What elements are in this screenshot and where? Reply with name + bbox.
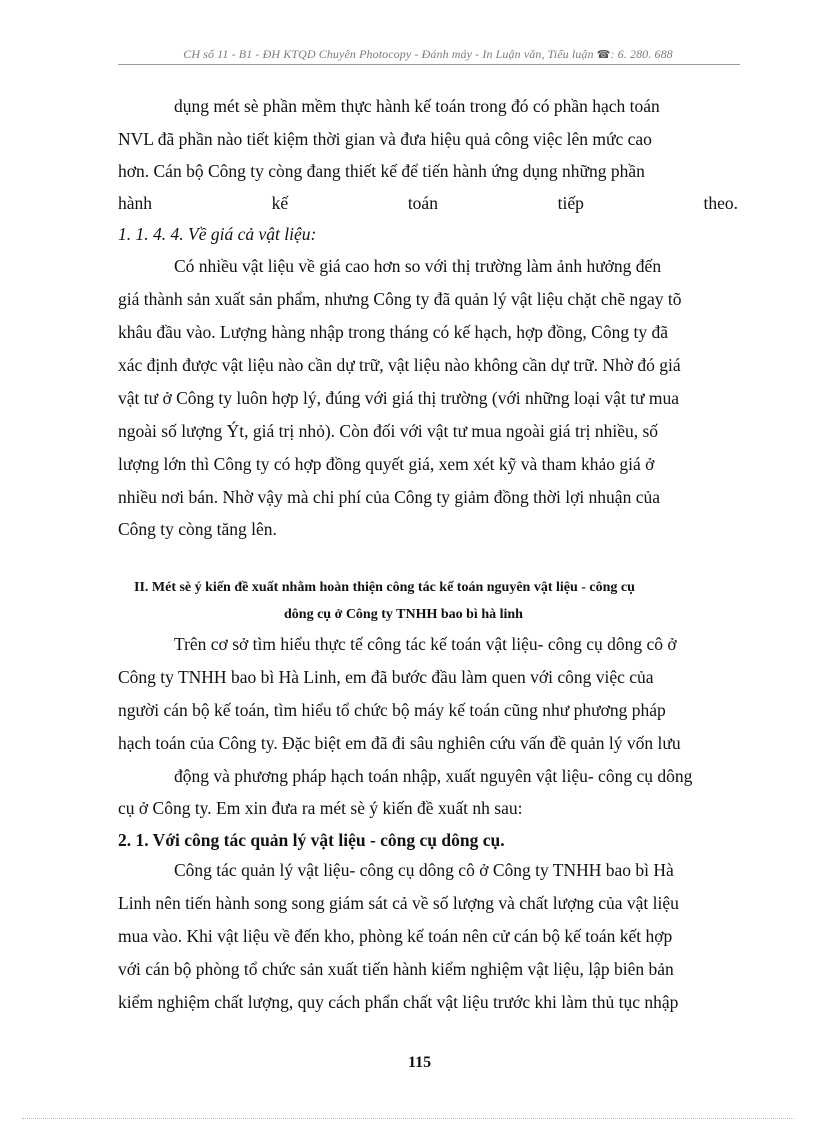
paragraph-line: dụng mét sè phần mềm thực hành kế toán trong đó có phần hạch toán (174, 96, 660, 116)
paragraph-line: vật tư ở Công ty luôn hợp lý, đúng với giá thị trường (với những loại vật tư mua (118, 388, 680, 408)
paragraph-line: với cán bộ phòng tổ chức sản xuất tiến hành kiểm nghiệm vật liệu, lập biên bản (118, 959, 674, 979)
paragraph-line: Trên cơ sở tìm hiểu thực tế công tác kế toán vật liệu- công cụ dông cô ở (174, 634, 677, 654)
page-header (118, 47, 738, 62)
paragraph-line: kiểm nghiệm chất lượng, quy cách phẩn chất vật liệu trước khi làm thủ tục nhập (118, 992, 679, 1012)
page-number: 115 (408, 1054, 432, 1071)
phone-icon: ☎ (596, 49, 611, 61)
header-divider (118, 64, 740, 65)
paragraph-line: Công ty còng tăng lên. (118, 519, 277, 539)
paragraph-line: giá thành sản xuất sản phẩm, nhưng Công ty đã quản lý vật liệu chặt chẽ ngay tõ (118, 289, 682, 309)
paragraph-line: hành kế toán tiếp theo. (118, 193, 738, 213)
paragraph-line: hạch toán của Công ty. Đặc biệt em đã đi sâu nghiên cứu vấn đề quản lý vốn lưu (118, 733, 681, 753)
paragraph-line: Có nhiều vật liệu về giá cao hơn so với thị trường làm ảnh hưởng đến (174, 256, 662, 276)
paragraph-line: Công tác quản lý vật liệu- công cụ dông cô ở Công ty TNHH bao bì Hà (174, 860, 674, 880)
bottom-divider (22, 1118, 794, 1119)
paragraph-line: NVL đã phần nào tiết kiệm thời gian và đưa hiệu quả công việc lên mức cao (118, 129, 652, 149)
paragraph-line: xác định được vật liệu nào cần dự trữ, vật liệu nào không cần dự trữ. Nhờ đó giá (118, 355, 681, 375)
section-title-line: II. Mét sè ý kiến đề xuất nhằm hoàn thiện công tác kế toán nguyên vật liệu - công cụ (134, 580, 635, 595)
paragraph-line: động và phương pháp hạch toán nhập, xuất nguyên vật liệu- công cụ dông (174, 766, 693, 786)
paragraph-line: nhiều nơi bán. Nhờ vậy mà chi phí của Công ty giảm đồng thời lợi nhuận của (118, 487, 660, 507)
paragraph-line: cụ ở Công ty. Em xin đưa ra mét sè ý kiến đề xuất nh sau: (118, 798, 523, 818)
paragraph-line: Linh nên tiến hành song song giám sát cả về số lượng và chất lượng của vật liệu (118, 893, 679, 913)
header-text: CH số 11 - B1 - ĐH KTQD Chuyên Photocopy - Đánh máy - In Luận văn, Tiểu luận (183, 47, 594, 61)
subheading-price: 1. 1. 4. 4. Về giá cả vật liệu: (118, 224, 317, 244)
section-title-line: dông cụ ở Công ty TNHH bao bì hà linh (284, 607, 523, 622)
paragraph-line: mua vào. Khi vật liệu về đến kho, phòng kế toán nên cử cán bộ kế toán kết hợp (118, 926, 673, 946)
paragraph-line: lượng lớn thì Công ty có hợp đồng quyết giá, xem xét kỹ và tham khảo giá ở (118, 454, 655, 474)
paragraph-line: hơn. Cán bộ Công ty còng đang thiết kế để tiến hành ứng dụng những phần (118, 161, 645, 181)
header-phone: : 6. 280. 688 (610, 47, 673, 61)
subheading-management: 2. 1. Với công tác quản lý vật liệu - công cụ dông cụ. (118, 830, 505, 850)
paragraph-line: ngoài số lượng Ýt, giá trị nhỏ). Còn đối với vật tư mua ngoài giá trị nhiều, số (118, 421, 659, 441)
paragraph-line: người cán bộ kế toán, tìm hiểu tổ chức bộ máy kế toán cũng như phương pháp (118, 700, 666, 720)
paragraph-line: Công ty TNHH bao bì Hà Linh, em đã bước đầu làm quen với công việc của (118, 667, 654, 687)
paragraph-line: khâu đầu vào. Lượng hàng nhập trong tháng có kế hạch, hợp đồng, Công ty đã (118, 322, 668, 342)
